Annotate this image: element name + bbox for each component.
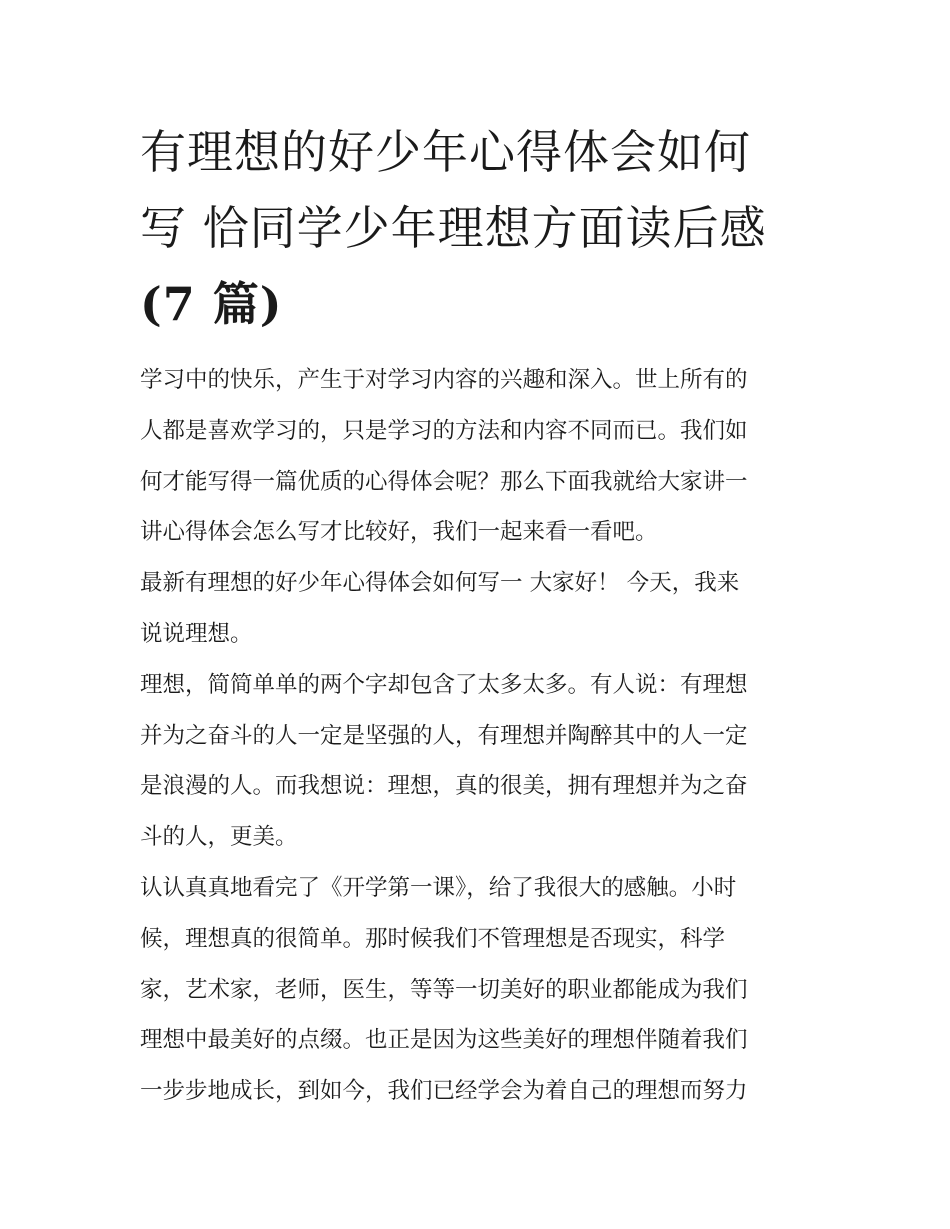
body-line: 讲心得体会怎么写才比较好，我们一起来看一看吧。 — [140, 519, 658, 546]
body-line: 人都是喜欢学习的，只是学习的方法和内容不同而已。我们如 — [140, 417, 748, 444]
body-line: 是浪漫的人。而我想说：理想，真的很美，拥有理想并为之奋 — [140, 773, 748, 800]
body-line: 斗的人，更美。 — [140, 824, 298, 851]
body-line: 说说理想。 — [140, 620, 253, 647]
document-body — [140, 355, 820, 1117]
document-title — [140, 114, 820, 342]
body-line: 理想，简简单单的两个字却包含了太多太多。有人说：有理想 — [140, 671, 748, 698]
body-line: 学习中的快乐，产生于对学习内容的兴趣和深入。世上所有的 — [140, 367, 748, 393]
title-line: (7 篇) — [140, 277, 283, 331]
title-line: 有理想的好少年心得体会如何 — [140, 125, 751, 179]
body-line: 家，艺术家，老师，医生，等等一切美好的职业都能成为我们 — [140, 976, 748, 1003]
body-line: 认认真真地看完了《开学第一课》，给了我很大的感触。小时 — [140, 874, 737, 901]
body-line: 并为之奋斗的人一定是坚强的人，有理想并陶醉其中的人一定 — [140, 722, 748, 749]
title-line: 写 恰同学少年理想方面读后感 — [140, 201, 767, 255]
body-line: 何才能写得一篇优质的心得体会呢？那么下面我就给大家讲一 — [140, 468, 748, 495]
body-line: 理想中最美好的点缀。也正是因为这些美好的理想伴随着我们 — [140, 1027, 748, 1054]
body-line: 最新有理想的好少年心得体会如何写一 大家好！ 今天，我来 — [140, 570, 740, 597]
body-line: 一步步地成长，到如今，我们已经学会为着自己的理想而努力 — [140, 1078, 748, 1105]
body-line: 候，理想真的很简单。那时候我们不管理想是否现实，科学 — [140, 925, 726, 952]
